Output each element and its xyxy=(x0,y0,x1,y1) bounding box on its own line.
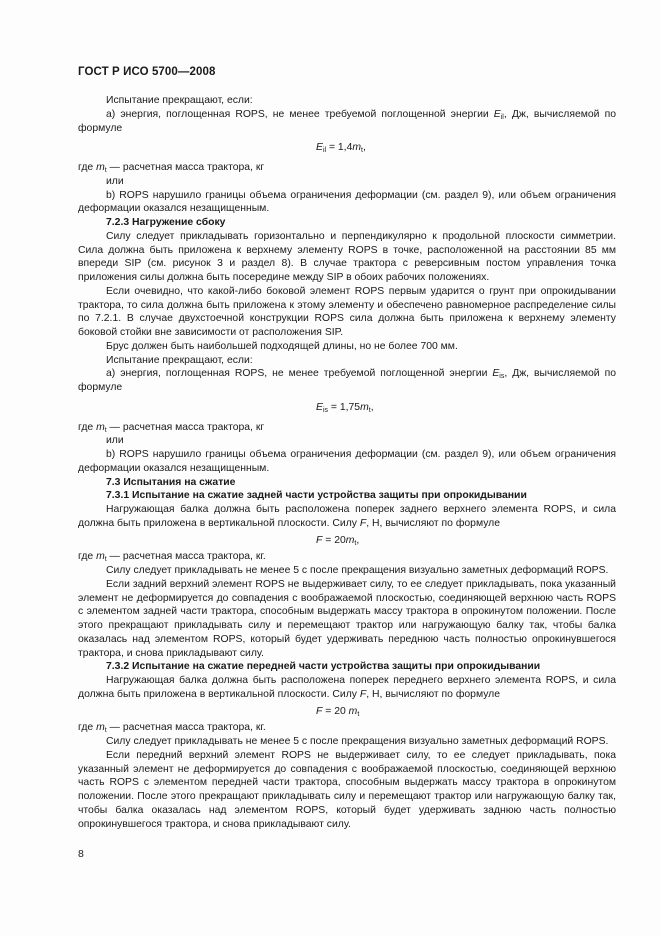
page-number: 8 xyxy=(78,848,84,860)
formula-legend: где $m_t$ — расчетная масса трактора, кг xyxy=(78,162,265,174)
page-header: ГОСТ Р ИСО 5700—2008 xyxy=(78,66,216,78)
or-word: или xyxy=(106,175,124,187)
or-word: или xyxy=(106,435,124,447)
paragraph: Силу следует прикладывать горизонтально и перпендикулярно к продольной плоскости симметрии. Сила должна быть приложена к верхнему элементу ROPS в точке, расположенной на расстоянии 85 мм впереди SIP (см. рисунок 3 и раздел 8). В случае трактора с реверсивным постом управления точка приложения силы должна быть посередине между SIP в обоих рабочих положениях. xyxy=(78,230,616,283)
paragraph: Если очевидно, что какой-либо боковой элемент ROPS первым ударится о грунт при опрокидывании трактора, то сила должна быть приложена к этому элементу и обеспечено равномерное распределение силы по 7.2.1. В случае двухстоечной конструкции ROPS сила должна быть приложена к верхнему элементу боковой стойки вне зависимости от расположения SIP. xyxy=(78,285,616,338)
formula-legend: где $m_t$ — расчетная масса трактора, кг xyxy=(78,421,265,434)
formula-energy-rear: $E_{il} = 1,4m_t$, xyxy=(316,142,366,155)
formula-energy-side: $E_{is} = 1,75m_t$, xyxy=(316,401,374,414)
section-heading-7-3: 7.3 Испытания на сжатие xyxy=(106,476,236,488)
paragraph: Если задний верхний элемент ROPS не выдерживает силу, то ее следует прикладывать, пока указанный элемент не деформируется до совпадения с воображаемой плоскостью, соединяющей верхнюю часть ROPS с элементом задней части трактора, способным выдержать массу трактора в опрокинутом положении. После этого прекращают прикладывать силу и перемещают трактор или нагружающую балку так, чтобы балка оказалась над элементом ROPS, который будет удерживать переднюю часть полностью опрокинувшегося трактора, и снова прикладывают силу. xyxy=(78,578,616,659)
page-content xyxy=(78,94,616,831)
condition-b: b) ROPS нарушило границы объема ограничения деформации (см. раздел 9), или объем ограничения деформации оказался незащищенным. xyxy=(78,189,616,215)
formula-force-front: F = 20 $m_t$ xyxy=(316,705,360,718)
paragraph: Нагружающая балка должна быть расположена поперек заднего верхнего элемента ROPS, и сила должна быть приложена в вертикальной плоскости. Силу F, Н, вычисляют по формуле xyxy=(78,504,616,529)
formula-force-rear: $F = 20m_t$, xyxy=(316,534,360,547)
paragraph: Брус должен быть наибольшей подходящей длины, но не более 700 мм. xyxy=(106,340,458,352)
paragraph: Силу следует прикладывать не менее 5 с после прекращения визуально заметных деформаций ROPS. xyxy=(106,565,609,576)
formula-legend: где $m_t$ — расчетная масса трактора, кг. xyxy=(78,722,266,735)
condition-a: а) энергия, поглощенная ROPS, не менее требуемой поглощенной энергии $E_{il}$, Дж, вычисляемой по формуле xyxy=(78,108,616,134)
paragraph: Силу следует прикладывать не менее 5 с после прекращения визуально заметных деформаций ROPS. xyxy=(106,736,609,747)
stop-condition: Испытание прекращают, если: xyxy=(106,95,253,106)
section-heading-7-3-1: 7.3.1 Испытание на сжатие задней части устройства защиты при опрокидывании xyxy=(106,490,527,502)
formula-legend: где $m_t$ — расчетная масса трактора, кг. xyxy=(78,551,266,564)
stop-condition: Испытание прекращают, если: xyxy=(106,354,253,366)
section-heading-7-2-3: 7.2.3 Нагружение сбоку xyxy=(106,217,226,228)
paragraph: Если передний верхний элемент ROPS не выдерживает силу, то ее следует прикладывать, пока указанный элемент не деформируется до совпадения с воображаемой плоскостью, соединяющей верхнюю часть ROPS с элементом передней части трактора, способным выдержать массу трактора в опрокинутом положении. После этого прекращают прикладывать силу и перемещают трактор или нагружающую балку так, чтобы балка оказалась над элементом ROPS, который будет удерживать заднюю часть полностью опрокинувшегося трактора, и снова прикладывают силу. xyxy=(78,749,616,830)
condition-a: а) энергия, поглощенная ROPS, не менее требуемой поглощенной энергии $E_{is}$, Дж, вычисляемой по формуле xyxy=(78,368,616,393)
section-heading-7-3-2: 7.3.2 Испытание на сжатие передней части устройства защиты при опрокидывании xyxy=(106,661,541,673)
paragraph: Нагружающая балка должна быть расположена поперек переднего верхнего элемента ROPS, и сила должна быть приложена в вертикальной плоскости. Силу F, Н, вычисляют по формуле xyxy=(78,675,616,700)
condition-b: b) ROPS нарушило границы объема ограничения деформации (см. раздел 9), или объем ограничения деформации оказался незащищенным. xyxy=(78,449,616,474)
